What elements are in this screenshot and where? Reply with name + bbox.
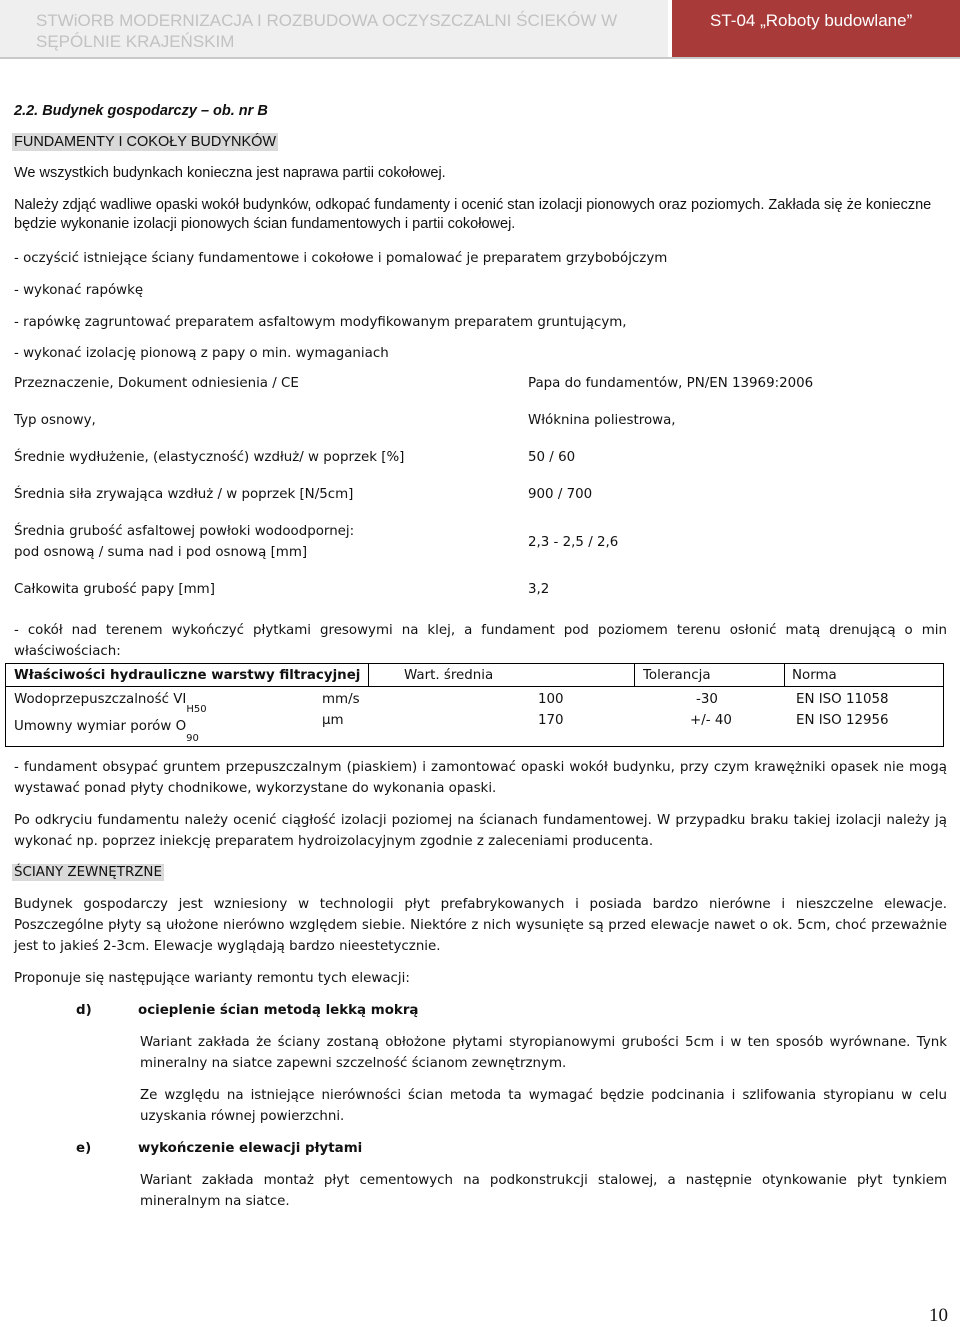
spec-label: Średnia grubość asfaltowej powłoki wodoodpornej: [14, 524, 355, 539]
spec-value: Papa do fundamentów, PN/EN 13969:2006 [528, 376, 814, 391]
header-property: Właściwości hydrauliczne warstwy filtracyjnej [14, 668, 361, 683]
header-spec-code: ST-04 „Roboty budowlane” [710, 11, 913, 30]
property-subscript: 90 [186, 733, 199, 744]
spec-label: pod osnową / suma nad i pod osnową [mm] [14, 545, 308, 560]
table-row-tolerance: -30 [696, 692, 718, 707]
variant-marker: d) [76, 1003, 92, 1018]
spec-label: Całkowita grubość papy [mm] [14, 582, 215, 597]
header-tolerance: Tolerancja [643, 668, 711, 683]
header-divider [0, 57, 960, 59]
spec-value: 2,3 - 2,5 / 2,6 [528, 535, 619, 550]
variant-title: ocieplenie ścian metodą lekką mokrą [138, 1003, 419, 1018]
subheading-walls: ŚCIANY ZEWNĘTRZNE [14, 865, 162, 880]
step-item: - wykonać rapówkę [14, 283, 144, 298]
header-spec-panel [672, 0, 960, 57]
plinth-note: - cokół nad terenem wykończyć płytkami gresowymi na klej, a fundament pod poziomem terenu osłonić matą drenującą o min właściwościach: [14, 623, 947, 659]
variant-title: wykończenie elewacji płytami [138, 1141, 363, 1156]
subheading-foundations: FUNDAMENTY I COKOŁY BUDYNKÓW [14, 134, 277, 150]
step-item: - rapówkę zagruntować preparatem asfaltowym modyfikowanym preparatem gruntującym, [14, 315, 627, 330]
table-row-unit: µm [322, 713, 344, 728]
table-row-value: 170 [538, 713, 564, 728]
variant-paragraph: Ze względu na istniejące nierówności ścian metoda ta wymagać będzie podcinania i szlifowania styropianu w celu uzyskania równej powierzchni. [140, 1088, 947, 1124]
spec-value: 3,2 [528, 582, 550, 597]
header-norm: Norma [792, 668, 837, 683]
table-row-unit: mm/s [322, 692, 360, 707]
table-row-norm: EN ISO 12956 [796, 713, 889, 728]
table-row-norm: EN ISO 11058 [796, 692, 889, 707]
spec-value: 900 / 700 [528, 487, 593, 502]
header-value: Wart. średnia [404, 668, 494, 683]
step-item: - oczyścić istniejące ściany fundamentowe i cokołowe i pomalować je preparatem grzybobójczym [14, 251, 668, 266]
page-number: 10 [929, 1305, 948, 1326]
hydraulic-table [5, 663, 944, 747]
table-row-tolerance: +/- 40 [690, 713, 732, 728]
backfill-note: - fundament obsypać gruntem przepuszczalnym (piaskiem) i zamontować opaski wokół budynku, przy czym krawężniki opasek nie mogą wystawać ponad płyty chodnikowe, wykorzystane do wykonania opaski. [14, 760, 947, 796]
table-row-property [14, 716, 199, 744]
spec-label: Przeznaczenie, Dokument odniesienia / CE [14, 376, 299, 391]
variant-paragraph: Wariant zakłada że ściany zostaną obłożone płytami styropianowymi grubości 5cm i w ten sposób wyrównane. Tynk mineralny na siatce zapewni szczelność ścianom zewnętrznym. [140, 1035, 947, 1071]
table-divider [368, 664, 369, 686]
variant-marker: e) [76, 1141, 92, 1156]
spec-label: Średnie wydłużenie, (elastyczność) wzdłuż/ w poprzek [%] [14, 450, 405, 465]
property-subscript: H50 [186, 704, 207, 715]
walls-description: Budynek gospodarczy jest wzniesiony w technologii płyt prefabrykowanych i posiada bardzo nierówne i nieszczelne elewacje. Poszczególne płyty są ułożone nierówno względem siebie. Niektóre z nich wysunięte są przed elewacje nawet o ok. 5cm, choć przeważnie jest to jakieś 2-3cm. Elewacje wyglądają bardzo nieestetycznie. [14, 897, 947, 954]
property-text: Wodoprzepuszczalność VI [14, 692, 187, 707]
table-row-property [14, 689, 207, 715]
table-row-value: 100 [538, 692, 564, 707]
property-text: Umowny wymiar porów O [14, 719, 187, 734]
header-project-panel [0, 0, 668, 57]
section-heading: 2.2. Budynek gospodarczy – ob. nr B [14, 103, 268, 119]
spec-label: Typ osnowy, [14, 413, 96, 428]
insulation-note: Po odkryciu fundamentu należy ocenić ciągłość izolacji poziomej na ścianach fundamentowej. W przypadku braku takiej izolacji należy ją wykonać np. poprzez iniekcję preparatem hydroizolacyjnym zgodnie z zaleceniami producenta. [14, 813, 947, 849]
table-divider [634, 664, 635, 686]
header-project-title: STWiORB MODERNIZACJA I ROZBUDOWA OCZYSZCZALNI ŚCIEKÓW W SĘPÓLNIE KRAJEŃSKIM [36, 11, 618, 51]
intro-paragraph-1: We wszystkich budynkach konieczna jest naprawa partii cokołowej. [14, 165, 446, 181]
step-item: - wykonać izolację pionową z papy o min. wymaganiach [14, 346, 389, 361]
intro-paragraph-2: Należy zdjąć wadliwe opaski wokół budynków, odkopać fundamenty i ocenić stan izolacji pionowych oraz poziomych. Zakłada się że konieczne będzie wykonanie izolacji pionowych ścian fundamentowych i partii cokołowej. [14, 197, 932, 232]
spec-value: Włóknina poliestrowa, [528, 413, 676, 428]
table-divider [784, 664, 785, 686]
spec-label: Średnia siła zrywająca wzdłuż / w poprzek [N/5cm] [14, 487, 354, 502]
variant-paragraph: Wariant zakłada montaż płyt cementowych na podkonstrukcji stalowej, a następnie otynkowanie płyt tynkiem mineralnym na siatce. [140, 1173, 947, 1209]
walls-proposal: Proponuje się następujące warianty remontu tych elewacji: [14, 971, 410, 986]
spec-value: 50 / 60 [528, 450, 576, 465]
